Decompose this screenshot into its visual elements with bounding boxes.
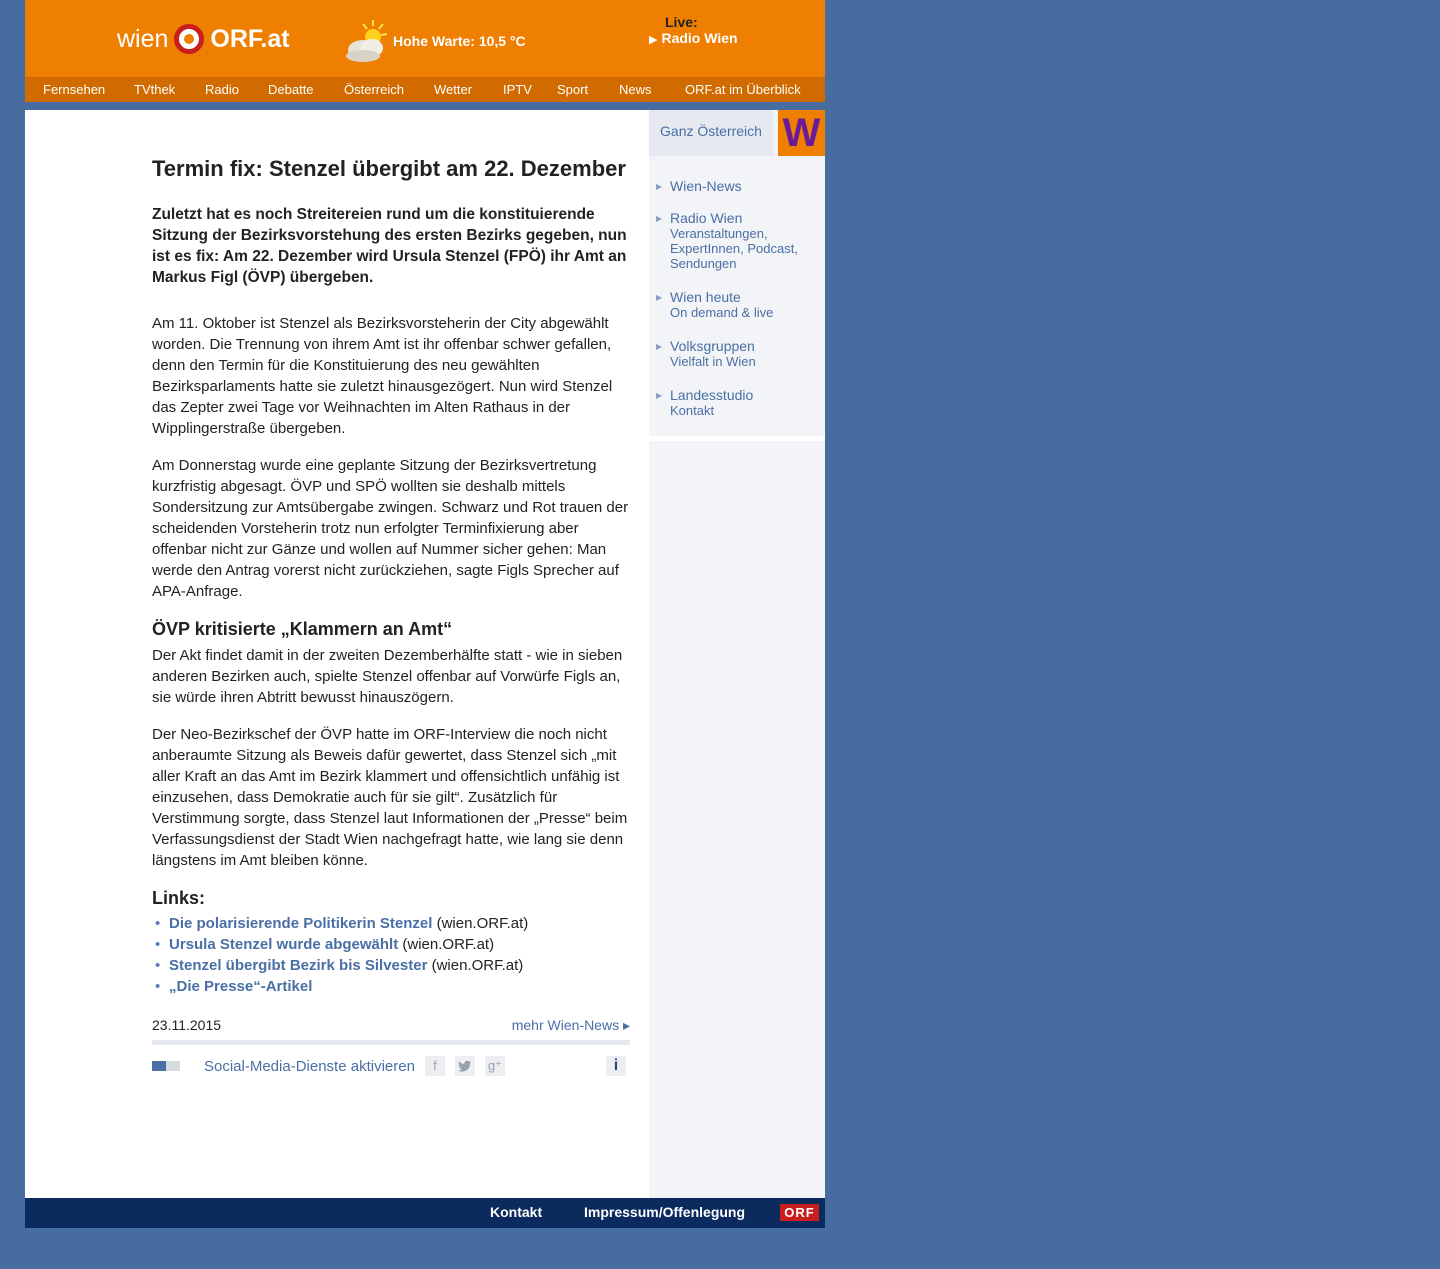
list-item — [152, 955, 630, 976]
site-header — [25, 0, 825, 77]
sidebar-empty-area — [649, 441, 825, 1198]
sidebar-item-landesstudio[interactable] — [656, 387, 754, 418]
nav-sport[interactable]: Sport — [557, 82, 589, 97]
nav-fernsehen[interactable]: Fernsehen — [43, 82, 106, 97]
nav-oesterreich[interactable]: Österreich — [344, 82, 404, 97]
article-date: 23.11.2015 — [152, 1017, 222, 1033]
more-wien-news-link[interactable]: mehr Wien-News ▸ — [511, 1017, 630, 1033]
related-link[interactable]: Stenzel übergibt Bezirk bis Silvester — [169, 957, 428, 974]
ganz-oesterreich-button[interactable]: Ganz Österreich — [649, 110, 773, 156]
links-heading: Links: — [152, 888, 206, 908]
social-media-bar — [152, 1053, 630, 1079]
article-lead: Zuletzt hat es noch Streitereien rund um die konstituierende Sitzung der Bezirksvorstehung des ersten Bezirks gegeben, nun ist es fix: Am 22. Dezember wird Ursula Stenzel (FPÖ) ihr Amt an Markus Figl (ÖVP) übergeben. — [152, 206, 627, 286]
list-item — [152, 934, 630, 955]
logo-wien-text: wien — [117, 24, 169, 53]
sidebar-item-title: Volksgruppen — [670, 338, 755, 354]
wien-orf-logo[interactable] — [117, 22, 290, 56]
main-content — [25, 110, 649, 1198]
link-source: (wien.ORF.at) — [427, 957, 524, 974]
article-paragraph: Am 11. Oktober ist Stenzel als Bezirksvorsteherin der City abgewählt worden. Die Trennung von ihrem Amt ist ihr offenbar schwer gefallen, denn den Termin für die Konstituierung des neu gewählten Bezirksparlaments hatte sie zuletzt hinausgezögert. Nun wird Stenzel das Zepter zwei Tage vor Weihnachten im Alten Rathaus in der Wipplingerstraße übergeben. — [152, 315, 613, 437]
sidebar-item-subtitle: Kontakt — [670, 403, 715, 418]
related-link[interactable]: „Die Presse“-Artikel — [169, 978, 313, 995]
live-radio[interactable] — [649, 14, 738, 48]
radio-wien-logo[interactable]: W — [778, 110, 825, 156]
google-plus-icon[interactable]: g⁺ — [485, 1056, 505, 1076]
sidebar-item-title: Landesstudio — [670, 387, 754, 403]
footer-kontakt-link[interactable]: Kontakt — [490, 1204, 543, 1220]
info-icon[interactable]: i — [606, 1056, 626, 1076]
social-toggle[interactable] — [152, 1061, 181, 1071]
sidebar-item-title: Wien heute — [670, 289, 741, 305]
nav-radio[interactable]: Radio — [205, 82, 239, 97]
sidebar-item-title: Wien-News — [670, 178, 742, 194]
arrow-right-icon: ▶ — [656, 391, 663, 400]
sidebar-nav — [649, 162, 825, 441]
main-navigation — [25, 77, 825, 102]
social-activate-label[interactable]: Social-Media-Dienste aktivieren — [204, 1057, 415, 1075]
related-links-list — [152, 913, 630, 997]
nav-news[interactable]: News — [619, 82, 652, 97]
article-title: Termin fix: Stenzel übergibt am 22. Dezember — [152, 156, 626, 181]
related-link[interactable]: Ursula Stenzel wurde abgewählt — [169, 936, 399, 953]
live-station-name: Radio Wien — [661, 30, 738, 46]
sidebar-item-wien-heute[interactable] — [656, 289, 774, 320]
orf-logo[interactable]: ORF — [780, 1204, 819, 1221]
sidebar-item-title: Radio Wien — [670, 210, 743, 226]
sidebar-item-subtitle: Veranstaltungen, ExpertInnen, Podcast, Sendungen — [670, 226, 798, 271]
play-icon: ▶ — [649, 34, 658, 46]
nav-orf-ueberblick[interactable]: ORF.at im Überblick — [685, 82, 801, 97]
sun-cloud-icon — [343, 18, 389, 64]
sidebar-item-radio-wien[interactable] — [656, 210, 810, 271]
article-paragraph: Der Akt findet damit in der zweiten Dezemberhälfte statt - wie in sieben anderen Bezirken auch, spielte Stenzel offenbar auf Vorwürfe Figls an, sie würde ihren Abtritt bewusst hinauszögern. — [152, 647, 623, 706]
footer-impressum-link[interactable]: Impressum/Offenlegung — [584, 1204, 746, 1220]
link-source: (wien.ORF.at) — [398, 936, 495, 953]
arrow-right-icon: ▶ — [656, 293, 663, 302]
arrow-right-icon: ▶ — [656, 214, 663, 223]
live-station-link[interactable] — [649, 30, 738, 48]
nav-debatte[interactable]: Debatte — [268, 82, 314, 97]
sidebar-item-volksgruppen[interactable] — [656, 338, 756, 369]
nav-wetter[interactable]: Wetter — [434, 82, 473, 97]
article-meta — [152, 1017, 630, 1045]
related-link[interactable]: Die polarisierende Politikerin Stenzel — [169, 915, 433, 932]
orf-eye-icon — [174, 24, 204, 54]
site-footer — [25, 1198, 825, 1228]
sidebar-item-subtitle: On demand & live — [670, 305, 774, 320]
weather-text: Hohe Warte: 10,5 °C — [393, 33, 526, 49]
arrow-right-icon: ▶ — [656, 342, 663, 351]
arrow-right-icon: ▶ — [656, 182, 663, 191]
list-item — [152, 976, 630, 997]
sidebar-item-subtitle: Vielfalt in Wien — [670, 354, 756, 369]
sidebar — [649, 110, 825, 1198]
live-label: Live: — [665, 14, 698, 30]
article-paragraph: Am Donnerstag wurde eine geplante Sitzung der Bezirksvertretung kurzfristig abgesagt. ÖVP und SPÖ wollten sie deshalb mittels Sondersitzung zur Amtsübergabe zwingen. Schwarz und Rot trauen der scheidenden Vorsteherin trotz nun erfolgter Terminfixierung aber offenbar nicht zur Gänze und wollen auf Nummer sicher gehen: Man werde den Antrag vorerst nicht zurückziehen, sagte Figls Sprecher auf APA-Anfrage. — [152, 457, 629, 600]
weather-widget[interactable] — [343, 18, 526, 64]
logo-orf-text: ORF.at — [210, 24, 290, 53]
nav-iptv[interactable]: IPTV — [503, 82, 532, 97]
article-subheading: ÖVP kritisierte „Klammern an Amt“ — [152, 619, 453, 639]
nav-divider — [25, 102, 825, 110]
link-source: (wien.ORF.at) — [432, 915, 529, 932]
article — [152, 155, 630, 1079]
sidebar-item-wien-news[interactable] — [656, 178, 742, 194]
facebook-icon[interactable]: f — [425, 1056, 445, 1076]
twitter-icon[interactable] — [455, 1056, 475, 1076]
list-item — [152, 913, 630, 934]
article-paragraph: Der Neo-Bezirkschef der ÖVP hatte im ORF-Interview die noch nicht anberaumte Sitzung als Beweis dafür gewertet, dass Stenzel sich „mit aller Kraft an das Amt im Bezirk klammert und offensichtlich unfähig ist einzusehen, dass Demokratie auch für sie gilt“. Zusätzlich für Verstimmung sorgte, dass Stenzel laut Informationen der „Presse“ beim Verfassungsdienst der Stadt Wien nachgefragt hatte, wie lang sie denn längstens im Amt bleiben könne. — [152, 726, 628, 869]
nav-tvthek[interactable]: TVthek — [134, 82, 176, 97]
